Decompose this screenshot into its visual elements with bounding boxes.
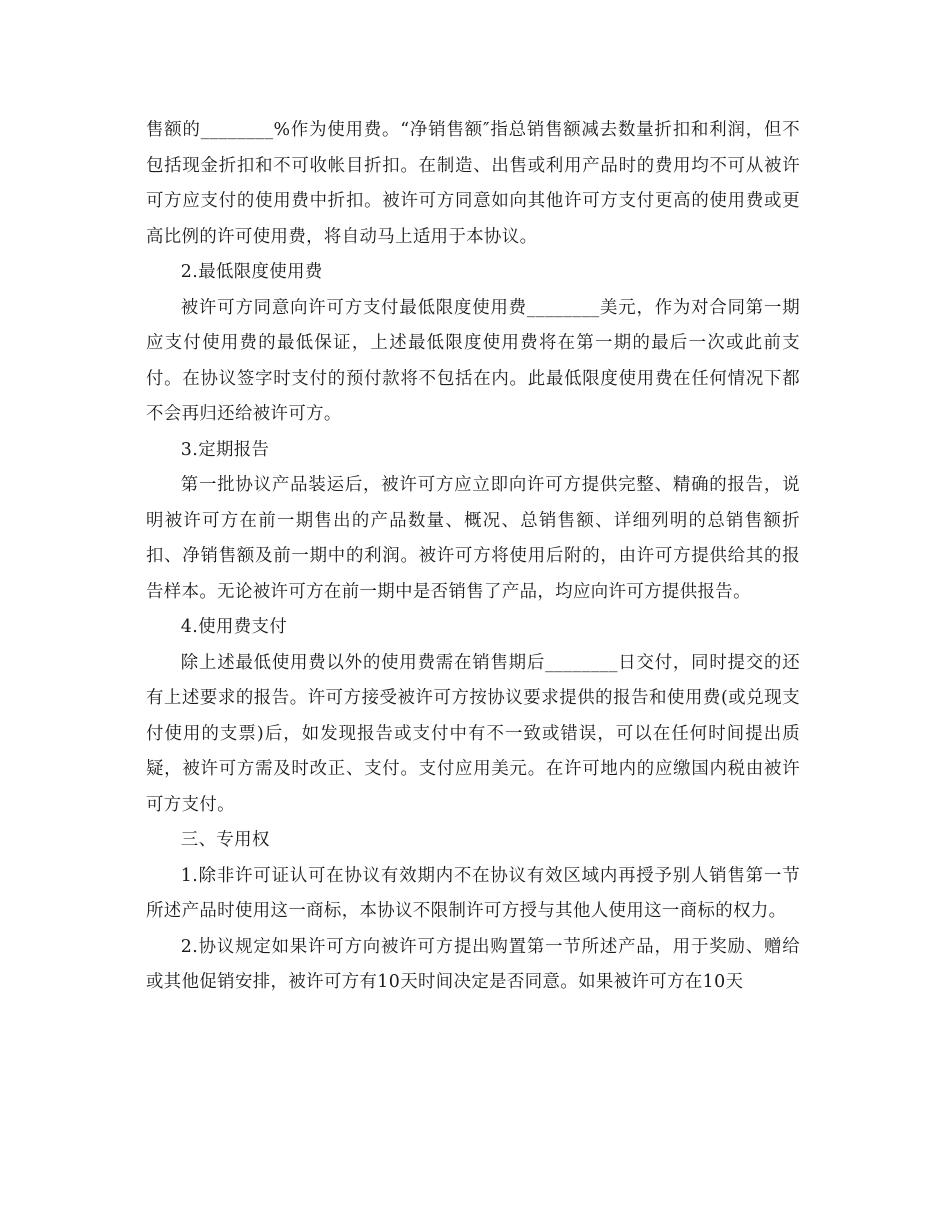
paragraph-3: 第一批协议产品装运后，被许可方应立即向许可方提供完整、精确的报告，说明被许可方在前一期售出的产品数量、概况、总销售额、详细列明的总销售额折扣、净销售额及前一期中的利润。被许可方将使用后附的，由许可方提供给其的报告样本。无论被许可方在前一期中是否销售了产品，均应向许可方提供报告。 [146,475,800,602]
section-heading-exclusive-rights: 三、专用权 [180,830,270,850]
paragraph-2: 被许可方同意向许可方支付最低限度使用费________美元，作为对合同第一期应支付使用费的最低保证，上述最低限度使用费将在第一期的最后一次或此前支付。在协议签字时支付的预付款将不包括在内。此最低限度使用费在任何情况下都不会再归还给被许可方。 [146,297,800,424]
paragraph-4: 除上述最低使用费以外的使用费需在销售期后________日交付，同时提交的还有上述要求的报告。许可方接受被许可方按协议要求提供的报告和使用费(或兑现支付使用的支票)后，如发现报告或支付中有不一致或错误，可以在任何时间提出质疑，被许可方需及时改正、支付。支付应用美元。在许可地内的应缴国内税由被许可方支付。 [146,652,800,815]
paragraph-5: 1.除非许可证认可在协议有效期内不在协议有效区域内再授予别人销售第一节所述产品时使用这一商标，本协议不限制许可方授与其他人使用这一商标的权力。 [146,865,800,921]
section-heading-minimum-royalty: 2.最低限度使用费 [180,262,323,282]
document-body [146,113,800,1001]
paragraph-6: 2.协议规定如果许可方向被许可方提出购置第一节所述产品，用于奖励、赠给或其他促销安排，被许可方有10天时间决定是否同意。如果被许可方在10天 [146,936,800,992]
section-heading-periodic-report: 3.定期报告 [180,439,270,460]
paragraph-1: 售额的________%作为使用费。“净销售额″指总销售额减去数量折扣和利润，但不包括现金折扣和不可收帐目折扣。在制造、出售或利用产品时的费用均不可从被许可方应支付的使用费中折扣。被许可方同意如向其他许可方支付更高的使用费或更高比例的许可使用费，将自动马上适用于本协议。 [146,120,800,247]
section-heading-royalty-payment: 4.使用费支付 [180,617,288,637]
